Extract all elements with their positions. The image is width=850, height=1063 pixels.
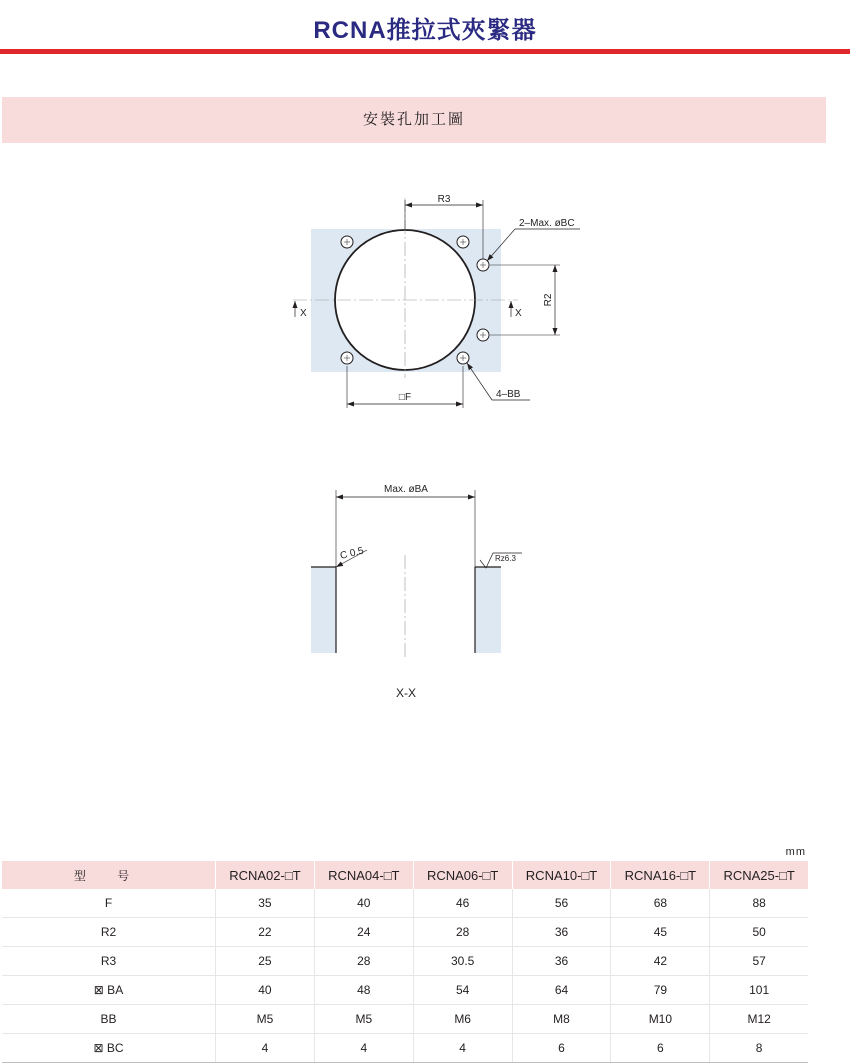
- table-cell: 48: [314, 976, 413, 1005]
- row-label: F: [2, 889, 216, 918]
- row-label: ⊠ BA: [2, 976, 216, 1005]
- section-wall-left: [311, 567, 336, 653]
- table-cell: 30.5: [413, 947, 512, 976]
- column-header: RCNA06-□T: [413, 861, 512, 889]
- table-cell: M8: [512, 1005, 611, 1034]
- x-label-right: X: [515, 308, 522, 319]
- section-title: X-X: [395, 686, 417, 700]
- section-marker-left: [295, 301, 307, 319]
- table-cell: 24: [314, 918, 413, 947]
- table-cell: 45: [611, 918, 710, 947]
- table-cell: 50: [710, 918, 808, 947]
- bb-hole-bottom-right: [457, 352, 469, 364]
- table-cell: 6: [512, 1034, 611, 1063]
- table-cell: M10: [611, 1005, 710, 1034]
- table-row: [2, 1034, 808, 1063]
- table-row: [2, 947, 808, 976]
- section-heading: 安裝孔加工圖: [2, 97, 826, 143]
- r2-label: R2: [543, 293, 554, 307]
- table-cell: 4: [216, 1034, 315, 1063]
- table-cell: 28: [413, 918, 512, 947]
- bb-hole-bottom-left: [341, 352, 353, 364]
- table-cell: 68: [611, 889, 710, 918]
- dimension-table: [2, 861, 808, 1063]
- table-cell: 25: [216, 947, 315, 976]
- table-cell: 36: [512, 918, 611, 947]
- bc-hole-lower: [477, 329, 489, 341]
- chamfer-label: C 0.5: [339, 545, 365, 562]
- table-cell: M12: [710, 1005, 808, 1034]
- table-cell: 64: [512, 976, 611, 1005]
- table-cell: 57: [710, 947, 808, 976]
- table-cell: 42: [611, 947, 710, 976]
- table-row: [2, 1005, 808, 1034]
- bb-hole-top-right: [457, 236, 469, 248]
- table-cell: M5: [314, 1005, 413, 1034]
- table-cell: 36: [512, 947, 611, 976]
- page-title: RCNA推拉式夾緊器: [313, 17, 537, 44]
- table-cell: 22: [216, 918, 315, 947]
- bc-note: 2–Max. øBC: [519, 218, 575, 229]
- table-cell: 88: [710, 889, 808, 918]
- model-header: 型 号: [2, 861, 216, 889]
- table-row: [2, 976, 808, 1005]
- table-cell: 8: [710, 1034, 808, 1063]
- table-cell: 28: [314, 947, 413, 976]
- row-label: R2: [2, 918, 216, 947]
- table-cell: 46: [413, 889, 512, 918]
- section-wall-right: [475, 567, 501, 653]
- table-cell: 40: [216, 976, 315, 1005]
- ba-label: Max. øBA: [384, 484, 428, 495]
- column-header: RCNA02-□T: [216, 861, 315, 889]
- roughness-label: Rz6.3: [495, 554, 516, 563]
- table-row: [2, 918, 808, 947]
- table-cell: 4: [314, 1034, 413, 1063]
- table-cell: M6: [413, 1005, 512, 1034]
- r3-label: R3: [437, 194, 451, 205]
- chamfer-note: [336, 545, 367, 567]
- roughness-symbol: [480, 553, 522, 568]
- table-row: [2, 889, 808, 918]
- row-label: BB: [2, 1005, 216, 1034]
- x-label-left: X: [300, 308, 307, 319]
- column-header: RCNA25-□T: [710, 861, 808, 889]
- table-cell: 40: [314, 889, 413, 918]
- table-cell: 101: [710, 976, 808, 1005]
- table-cell: 56: [512, 889, 611, 918]
- unit-label: mm: [785, 846, 806, 858]
- row-label: ⊠ BC: [2, 1034, 216, 1063]
- column-header: RCNA16-□T: [611, 861, 710, 889]
- table-cell: 54: [413, 976, 512, 1005]
- column-header: RCNA10-□T: [512, 861, 611, 889]
- row-label: R3: [2, 947, 216, 976]
- column-header: RCNA04-□T: [314, 861, 413, 889]
- f-label: □F: [398, 392, 412, 403]
- table-cell: 6: [611, 1034, 710, 1063]
- f-dimension: [347, 366, 463, 408]
- table-cell: 35: [216, 889, 315, 918]
- section-marker-right: [511, 301, 522, 319]
- table-cell: M5: [216, 1005, 315, 1034]
- table-cell: 79: [611, 976, 710, 1005]
- table-cell: 4: [413, 1034, 512, 1063]
- bb-note: 4–BB: [496, 389, 521, 400]
- bb-hole-top-left: [341, 236, 353, 248]
- table-header-row: [2, 861, 808, 889]
